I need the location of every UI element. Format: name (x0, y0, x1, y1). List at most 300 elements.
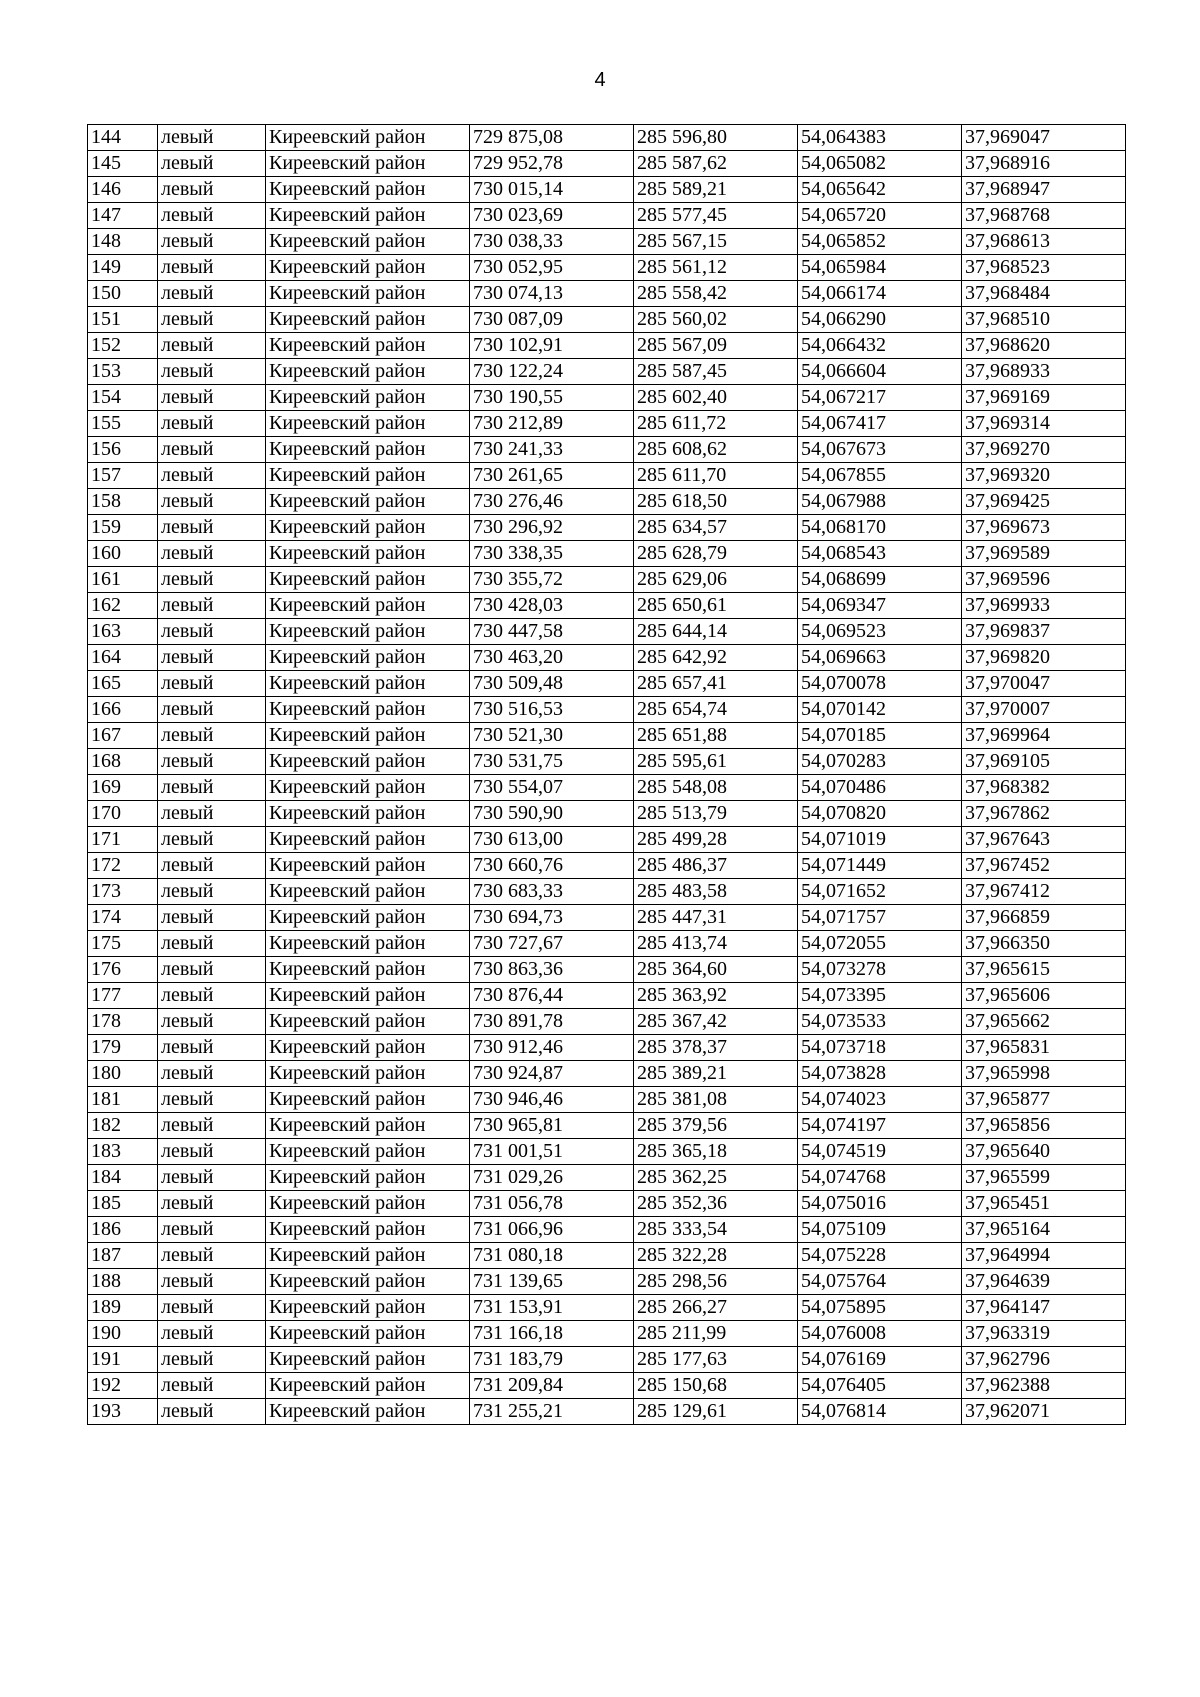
table-row (88, 905, 1126, 931)
table-body (88, 125, 1126, 1425)
point-number-cell: 179 (88, 1035, 158, 1061)
table-row (88, 827, 1126, 853)
table-row (88, 931, 1126, 957)
point-number-cell: 185 (88, 1191, 158, 1217)
district-cell: Киреевский район (266, 1191, 470, 1217)
x-coordinate-cell: 731 056,78 (470, 1191, 634, 1217)
latitude-cell: 54,076008 (798, 1321, 962, 1347)
district-cell: Киреевский район (266, 203, 470, 229)
district-cell: Киреевский район (266, 1113, 470, 1139)
y-coordinate-cell: 285 561,12 (634, 255, 798, 281)
latitude-cell: 54,070142 (798, 697, 962, 723)
district-cell: Киреевский район (266, 463, 470, 489)
latitude-cell: 54,071449 (798, 853, 962, 879)
district-cell: Киреевский район (266, 697, 470, 723)
longitude-cell: 37,968620 (962, 333, 1126, 359)
point-number-cell: 148 (88, 229, 158, 255)
x-coordinate-cell: 730 447,58 (470, 619, 634, 645)
point-number-cell: 166 (88, 697, 158, 723)
latitude-cell: 54,070486 (798, 775, 962, 801)
point-number-cell: 157 (88, 463, 158, 489)
x-coordinate-cell: 730 338,35 (470, 541, 634, 567)
latitude-cell: 54,073278 (798, 957, 962, 983)
point-number-cell: 184 (88, 1165, 158, 1191)
district-cell: Киреевский район (266, 411, 470, 437)
y-coordinate-cell: 285 548,08 (634, 775, 798, 801)
y-coordinate-cell: 285 657,41 (634, 671, 798, 697)
side-cell: левый (158, 515, 266, 541)
latitude-cell: 54,071652 (798, 879, 962, 905)
longitude-cell: 37,965831 (962, 1035, 1126, 1061)
side-cell: левый (158, 1399, 266, 1425)
table-row (88, 1061, 1126, 1087)
table-row (88, 1243, 1126, 1269)
side-cell: левый (158, 281, 266, 307)
side-cell: левый (158, 489, 266, 515)
point-number-cell: 191 (88, 1347, 158, 1373)
y-coordinate-cell: 285 150,68 (634, 1373, 798, 1399)
latitude-cell: 54,065720 (798, 203, 962, 229)
y-coordinate-cell: 285 365,18 (634, 1139, 798, 1165)
x-coordinate-cell: 731 080,18 (470, 1243, 634, 1269)
longitude-cell: 37,970047 (962, 671, 1126, 697)
y-coordinate-cell: 285 560,02 (634, 307, 798, 333)
side-cell: левый (158, 1295, 266, 1321)
x-coordinate-cell: 730 276,46 (470, 489, 634, 515)
latitude-cell: 54,071019 (798, 827, 962, 853)
longitude-cell: 37,965998 (962, 1061, 1126, 1087)
longitude-cell: 37,964147 (962, 1295, 1126, 1321)
point-number-cell: 153 (88, 359, 158, 385)
x-coordinate-cell: 730 355,72 (470, 567, 634, 593)
longitude-cell: 37,967643 (962, 827, 1126, 853)
longitude-cell: 37,968916 (962, 151, 1126, 177)
point-number-cell: 169 (88, 775, 158, 801)
side-cell: левый (158, 749, 266, 775)
x-coordinate-cell: 730 038,33 (470, 229, 634, 255)
point-number-cell: 146 (88, 177, 158, 203)
table-row (88, 541, 1126, 567)
district-cell: Киреевский район (266, 775, 470, 801)
y-coordinate-cell: 285 266,27 (634, 1295, 798, 1321)
y-coordinate-cell: 285 589,21 (634, 177, 798, 203)
table-row (88, 177, 1126, 203)
table-row (88, 983, 1126, 1009)
latitude-cell: 54,067988 (798, 489, 962, 515)
latitude-cell: 54,073828 (798, 1061, 962, 1087)
y-coordinate-cell: 285 587,45 (634, 359, 798, 385)
longitude-cell: 37,965164 (962, 1217, 1126, 1243)
y-coordinate-cell: 285 595,61 (634, 749, 798, 775)
longitude-cell: 37,965615 (962, 957, 1126, 983)
side-cell: левый (158, 1373, 266, 1399)
latitude-cell: 54,076169 (798, 1347, 962, 1373)
x-coordinate-cell: 730 876,44 (470, 983, 634, 1009)
side-cell: левый (158, 697, 266, 723)
district-cell: Киреевский район (266, 645, 470, 671)
longitude-cell: 37,964639 (962, 1269, 1126, 1295)
table-row (88, 333, 1126, 359)
point-number-cell: 180 (88, 1061, 158, 1087)
latitude-cell: 54,069523 (798, 619, 962, 645)
table-row (88, 775, 1126, 801)
point-number-cell: 183 (88, 1139, 158, 1165)
y-coordinate-cell: 285 629,06 (634, 567, 798, 593)
latitude-cell: 54,067217 (798, 385, 962, 411)
table-row (88, 697, 1126, 723)
point-number-cell: 149 (88, 255, 158, 281)
x-coordinate-cell: 730 074,13 (470, 281, 634, 307)
district-cell: Киреевский район (266, 1243, 470, 1269)
latitude-cell: 54,074023 (798, 1087, 962, 1113)
longitude-cell: 37,962796 (962, 1347, 1126, 1373)
latitude-cell: 54,065852 (798, 229, 962, 255)
table-row (88, 1009, 1126, 1035)
point-number-cell: 176 (88, 957, 158, 983)
x-coordinate-cell: 730 946,46 (470, 1087, 634, 1113)
latitude-cell: 54,070078 (798, 671, 962, 697)
table-row (88, 723, 1126, 749)
table-row (88, 1113, 1126, 1139)
point-number-cell: 188 (88, 1269, 158, 1295)
district-cell: Киреевский район (266, 1035, 470, 1061)
latitude-cell: 54,075016 (798, 1191, 962, 1217)
side-cell: левый (158, 255, 266, 281)
table-row (88, 1321, 1126, 1347)
longitude-cell: 37,968933 (962, 359, 1126, 385)
x-coordinate-cell: 730 727,67 (470, 931, 634, 957)
table-row (88, 411, 1126, 437)
y-coordinate-cell: 285 298,56 (634, 1269, 798, 1295)
point-number-cell: 171 (88, 827, 158, 853)
longitude-cell: 37,968523 (962, 255, 1126, 281)
y-coordinate-cell: 285 618,50 (634, 489, 798, 515)
x-coordinate-cell: 730 428,03 (470, 593, 634, 619)
y-coordinate-cell: 285 654,74 (634, 697, 798, 723)
x-coordinate-cell: 729 875,08 (470, 125, 634, 151)
side-cell: левый (158, 801, 266, 827)
point-number-cell: 175 (88, 931, 158, 957)
table-row (88, 1295, 1126, 1321)
x-coordinate-cell: 730 087,09 (470, 307, 634, 333)
table-row (88, 151, 1126, 177)
point-number-cell: 190 (88, 1321, 158, 1347)
point-number-cell: 155 (88, 411, 158, 437)
table-row (88, 203, 1126, 229)
longitude-cell: 37,965662 (962, 1009, 1126, 1035)
y-coordinate-cell: 285 499,28 (634, 827, 798, 853)
longitude-cell: 37,970007 (962, 697, 1126, 723)
latitude-cell: 54,070283 (798, 749, 962, 775)
district-cell: Киреевский район (266, 151, 470, 177)
x-coordinate-cell: 730 241,33 (470, 437, 634, 463)
table-row (88, 671, 1126, 697)
district-cell: Киреевский район (266, 541, 470, 567)
side-cell: левый (158, 853, 266, 879)
longitude-cell: 37,962388 (962, 1373, 1126, 1399)
side-cell: левый (158, 879, 266, 905)
district-cell: Киреевский район (266, 905, 470, 931)
point-number-cell: 170 (88, 801, 158, 827)
side-cell: левый (158, 931, 266, 957)
side-cell: левый (158, 671, 266, 697)
longitude-cell: 37,966859 (962, 905, 1126, 931)
point-number-cell: 181 (88, 1087, 158, 1113)
point-number-cell: 154 (88, 385, 158, 411)
latitude-cell: 54,072055 (798, 931, 962, 957)
y-coordinate-cell: 285 177,63 (634, 1347, 798, 1373)
point-number-cell: 145 (88, 151, 158, 177)
latitude-cell: 54,075895 (798, 1295, 962, 1321)
side-cell: левый (158, 1061, 266, 1087)
table-row (88, 463, 1126, 489)
side-cell: левый (158, 1009, 266, 1035)
longitude-cell: 37,969964 (962, 723, 1126, 749)
point-number-cell: 189 (88, 1295, 158, 1321)
district-cell: Киреевский район (266, 437, 470, 463)
table-row (88, 515, 1126, 541)
side-cell: левый (158, 775, 266, 801)
side-cell: левый (158, 619, 266, 645)
point-number-cell: 177 (88, 983, 158, 1009)
district-cell: Киреевский район (266, 1399, 470, 1425)
side-cell: левый (158, 1243, 266, 1269)
latitude-cell: 54,070820 (798, 801, 962, 827)
x-coordinate-cell: 731 001,51 (470, 1139, 634, 1165)
side-cell: левый (158, 905, 266, 931)
longitude-cell: 37,968947 (962, 177, 1126, 203)
table-row (88, 801, 1126, 827)
point-number-cell: 192 (88, 1373, 158, 1399)
table-row (88, 1399, 1126, 1425)
longitude-cell: 37,969820 (962, 645, 1126, 671)
x-coordinate-cell: 730 912,46 (470, 1035, 634, 1061)
x-coordinate-cell: 730 463,20 (470, 645, 634, 671)
district-cell: Киреевский район (266, 1269, 470, 1295)
side-cell: левый (158, 567, 266, 593)
y-coordinate-cell: 285 644,14 (634, 619, 798, 645)
y-coordinate-cell: 285 322,28 (634, 1243, 798, 1269)
longitude-cell: 37,965451 (962, 1191, 1126, 1217)
side-cell: левый (158, 229, 266, 255)
district-cell: Киреевский район (266, 593, 470, 619)
point-number-cell: 159 (88, 515, 158, 541)
x-coordinate-cell: 730 509,48 (470, 671, 634, 697)
district-cell: Киреевский район (266, 853, 470, 879)
table-row (88, 255, 1126, 281)
x-coordinate-cell: 731 029,26 (470, 1165, 634, 1191)
x-coordinate-cell: 730 122,24 (470, 359, 634, 385)
table-row (88, 1139, 1126, 1165)
longitude-cell: 37,965877 (962, 1087, 1126, 1113)
coordinates-table (87, 124, 1126, 1425)
x-coordinate-cell: 730 023,69 (470, 203, 634, 229)
table-row (88, 619, 1126, 645)
table-row (88, 593, 1126, 619)
table-row (88, 1035, 1126, 1061)
longitude-cell: 37,964994 (962, 1243, 1126, 1269)
side-cell: левый (158, 385, 266, 411)
longitude-cell: 37,969589 (962, 541, 1126, 567)
y-coordinate-cell: 285 558,42 (634, 281, 798, 307)
latitude-cell: 54,075764 (798, 1269, 962, 1295)
district-cell: Киреевский район (266, 1061, 470, 1087)
point-number-cell: 168 (88, 749, 158, 775)
district-cell: Киреевский район (266, 281, 470, 307)
x-coordinate-cell: 729 952,78 (470, 151, 634, 177)
longitude-cell: 37,968382 (962, 775, 1126, 801)
side-cell: левый (158, 1113, 266, 1139)
point-number-cell: 164 (88, 645, 158, 671)
latitude-cell: 54,067673 (798, 437, 962, 463)
point-number-cell: 187 (88, 1243, 158, 1269)
y-coordinate-cell: 285 378,37 (634, 1035, 798, 1061)
latitude-cell: 54,066290 (798, 307, 962, 333)
x-coordinate-cell: 730 521,30 (470, 723, 634, 749)
x-coordinate-cell: 730 516,53 (470, 697, 634, 723)
longitude-cell: 37,968768 (962, 203, 1126, 229)
table-row (88, 645, 1126, 671)
latitude-cell: 54,068170 (798, 515, 962, 541)
y-coordinate-cell: 285 333,54 (634, 1217, 798, 1243)
latitude-cell: 54,073395 (798, 983, 962, 1009)
y-coordinate-cell: 285 577,45 (634, 203, 798, 229)
district-cell: Киреевский район (266, 567, 470, 593)
x-coordinate-cell: 730 660,76 (470, 853, 634, 879)
y-coordinate-cell: 285 389,21 (634, 1061, 798, 1087)
y-coordinate-cell: 285 381,08 (634, 1087, 798, 1113)
latitude-cell: 54,065082 (798, 151, 962, 177)
district-cell: Киреевский район (266, 879, 470, 905)
district-cell: Киреевский район (266, 489, 470, 515)
x-coordinate-cell: 731 183,79 (470, 1347, 634, 1373)
longitude-cell: 37,969169 (962, 385, 1126, 411)
y-coordinate-cell: 285 611,72 (634, 411, 798, 437)
district-cell: Киреевский район (266, 177, 470, 203)
longitude-cell: 37,969837 (962, 619, 1126, 645)
side-cell: левый (158, 1269, 266, 1295)
district-cell: Киреевский район (266, 385, 470, 411)
district-cell: Киреевский район (266, 931, 470, 957)
table-row (88, 1191, 1126, 1217)
y-coordinate-cell: 285 483,58 (634, 879, 798, 905)
y-coordinate-cell: 285 363,92 (634, 983, 798, 1009)
x-coordinate-cell: 730 531,75 (470, 749, 634, 775)
y-coordinate-cell: 285 650,61 (634, 593, 798, 619)
latitude-cell: 54,069663 (798, 645, 962, 671)
point-number-cell: 162 (88, 593, 158, 619)
y-coordinate-cell: 285 379,56 (634, 1113, 798, 1139)
x-coordinate-cell: 731 153,91 (470, 1295, 634, 1321)
y-coordinate-cell: 285 567,09 (634, 333, 798, 359)
x-coordinate-cell: 730 261,65 (470, 463, 634, 489)
side-cell: левый (158, 1191, 266, 1217)
point-number-cell: 163 (88, 619, 158, 645)
table-row (88, 437, 1126, 463)
table-row (88, 1165, 1126, 1191)
point-number-cell: 178 (88, 1009, 158, 1035)
x-coordinate-cell: 730 212,89 (470, 411, 634, 437)
side-cell: левый (158, 983, 266, 1009)
longitude-cell: 37,969673 (962, 515, 1126, 541)
latitude-cell: 54,075109 (798, 1217, 962, 1243)
latitude-cell: 54,064383 (798, 125, 962, 151)
side-cell: левый (158, 1087, 266, 1113)
point-number-cell: 193 (88, 1399, 158, 1425)
longitude-cell: 37,969933 (962, 593, 1126, 619)
point-number-cell: 173 (88, 879, 158, 905)
x-coordinate-cell: 730 965,81 (470, 1113, 634, 1139)
side-cell: левый (158, 177, 266, 203)
side-cell: левый (158, 307, 266, 333)
y-coordinate-cell: 285 651,88 (634, 723, 798, 749)
table-row (88, 879, 1126, 905)
point-number-cell: 161 (88, 567, 158, 593)
latitude-cell: 54,068699 (798, 567, 962, 593)
latitude-cell: 54,073533 (798, 1009, 962, 1035)
side-cell: левый (158, 593, 266, 619)
side-cell: левый (158, 1217, 266, 1243)
table-row (88, 1373, 1126, 1399)
longitude-cell: 37,967412 (962, 879, 1126, 905)
table-row (88, 1087, 1126, 1113)
x-coordinate-cell: 730 891,78 (470, 1009, 634, 1035)
district-cell: Киреевский район (266, 1139, 470, 1165)
x-coordinate-cell: 730 613,00 (470, 827, 634, 853)
x-coordinate-cell: 730 863,36 (470, 957, 634, 983)
latitude-cell: 54,071757 (798, 905, 962, 931)
y-coordinate-cell: 285 352,36 (634, 1191, 798, 1217)
y-coordinate-cell: 285 567,15 (634, 229, 798, 255)
latitude-cell: 54,066604 (798, 359, 962, 385)
longitude-cell: 37,963319 (962, 1321, 1126, 1347)
y-coordinate-cell: 285 602,40 (634, 385, 798, 411)
point-number-cell: 172 (88, 853, 158, 879)
x-coordinate-cell: 730 683,33 (470, 879, 634, 905)
table-row (88, 229, 1126, 255)
longitude-cell: 37,969105 (962, 749, 1126, 775)
y-coordinate-cell: 285 587,62 (634, 151, 798, 177)
x-coordinate-cell: 730 590,90 (470, 801, 634, 827)
x-coordinate-cell: 730 296,92 (470, 515, 634, 541)
table-row (88, 749, 1126, 775)
district-cell: Киреевский район (266, 1373, 470, 1399)
longitude-cell: 37,965599 (962, 1165, 1126, 1191)
y-coordinate-cell: 285 362,25 (634, 1165, 798, 1191)
side-cell: левый (158, 333, 266, 359)
y-coordinate-cell: 285 486,37 (634, 853, 798, 879)
side-cell: левый (158, 541, 266, 567)
latitude-cell: 54,073718 (798, 1035, 962, 1061)
side-cell: левый (158, 723, 266, 749)
point-number-cell: 156 (88, 437, 158, 463)
side-cell: левый (158, 645, 266, 671)
point-number-cell: 160 (88, 541, 158, 567)
latitude-cell: 54,066174 (798, 281, 962, 307)
district-cell: Киреевский район (266, 255, 470, 281)
district-cell: Киреевский район (266, 619, 470, 645)
side-cell: левый (158, 1035, 266, 1061)
y-coordinate-cell: 285 413,74 (634, 931, 798, 957)
latitude-cell: 54,067855 (798, 463, 962, 489)
district-cell: Киреевский район (266, 749, 470, 775)
y-coordinate-cell: 285 634,57 (634, 515, 798, 541)
latitude-cell: 54,074519 (798, 1139, 962, 1165)
point-number-cell: 158 (88, 489, 158, 515)
district-cell: Киреевский район (266, 1165, 470, 1191)
latitude-cell: 54,066432 (798, 333, 962, 359)
district-cell: Киреевский район (266, 1347, 470, 1373)
